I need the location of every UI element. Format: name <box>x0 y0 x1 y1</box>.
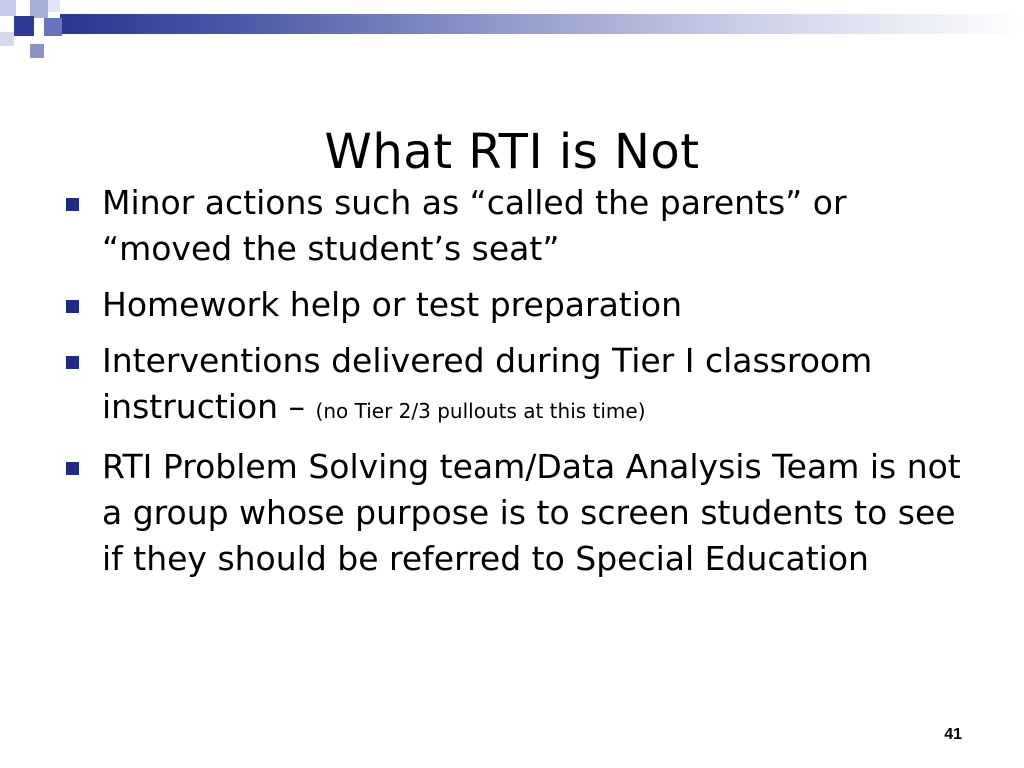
decor-square <box>30 44 44 58</box>
bullet-item <box>62 444 962 582</box>
decor-square <box>0 32 14 46</box>
bullet-text: Minor actions such as “called the parents” or “moved the student’s seat” <box>102 183 847 268</box>
header-decoration <box>0 0 1024 62</box>
bullet-item <box>62 180 962 272</box>
bullet-text: Interventions delivered during Tier I classroom instruction – <box>102 341 873 426</box>
bullet-note: (no Tier 2/3 pullouts at this time) <box>315 399 646 423</box>
decor-square <box>14 16 34 36</box>
square-bullet-icon <box>66 356 79 369</box>
bullet-list <box>62 180 962 592</box>
decor-square <box>0 0 16 16</box>
decor-square <box>44 18 62 36</box>
square-bullet-icon <box>66 300 79 313</box>
gradient-bar <box>60 14 1024 34</box>
slide-title: What RTI is Not <box>324 124 700 181</box>
bullet-text: RTI Problem Solving team/Data Analysis Team is not a group whose purpose is to screen students to see if they should be referred to Special Education <box>102 447 961 578</box>
decor-square <box>48 0 60 12</box>
bullet-item <box>62 282 962 328</box>
decor-square <box>16 0 30 14</box>
page-number: 41 <box>944 726 962 743</box>
square-bullet-icon <box>66 198 79 211</box>
square-bullet-icon <box>66 462 79 475</box>
bullet-text: Homework help or test preparation <box>102 285 682 324</box>
bullet-item <box>62 338 962 434</box>
